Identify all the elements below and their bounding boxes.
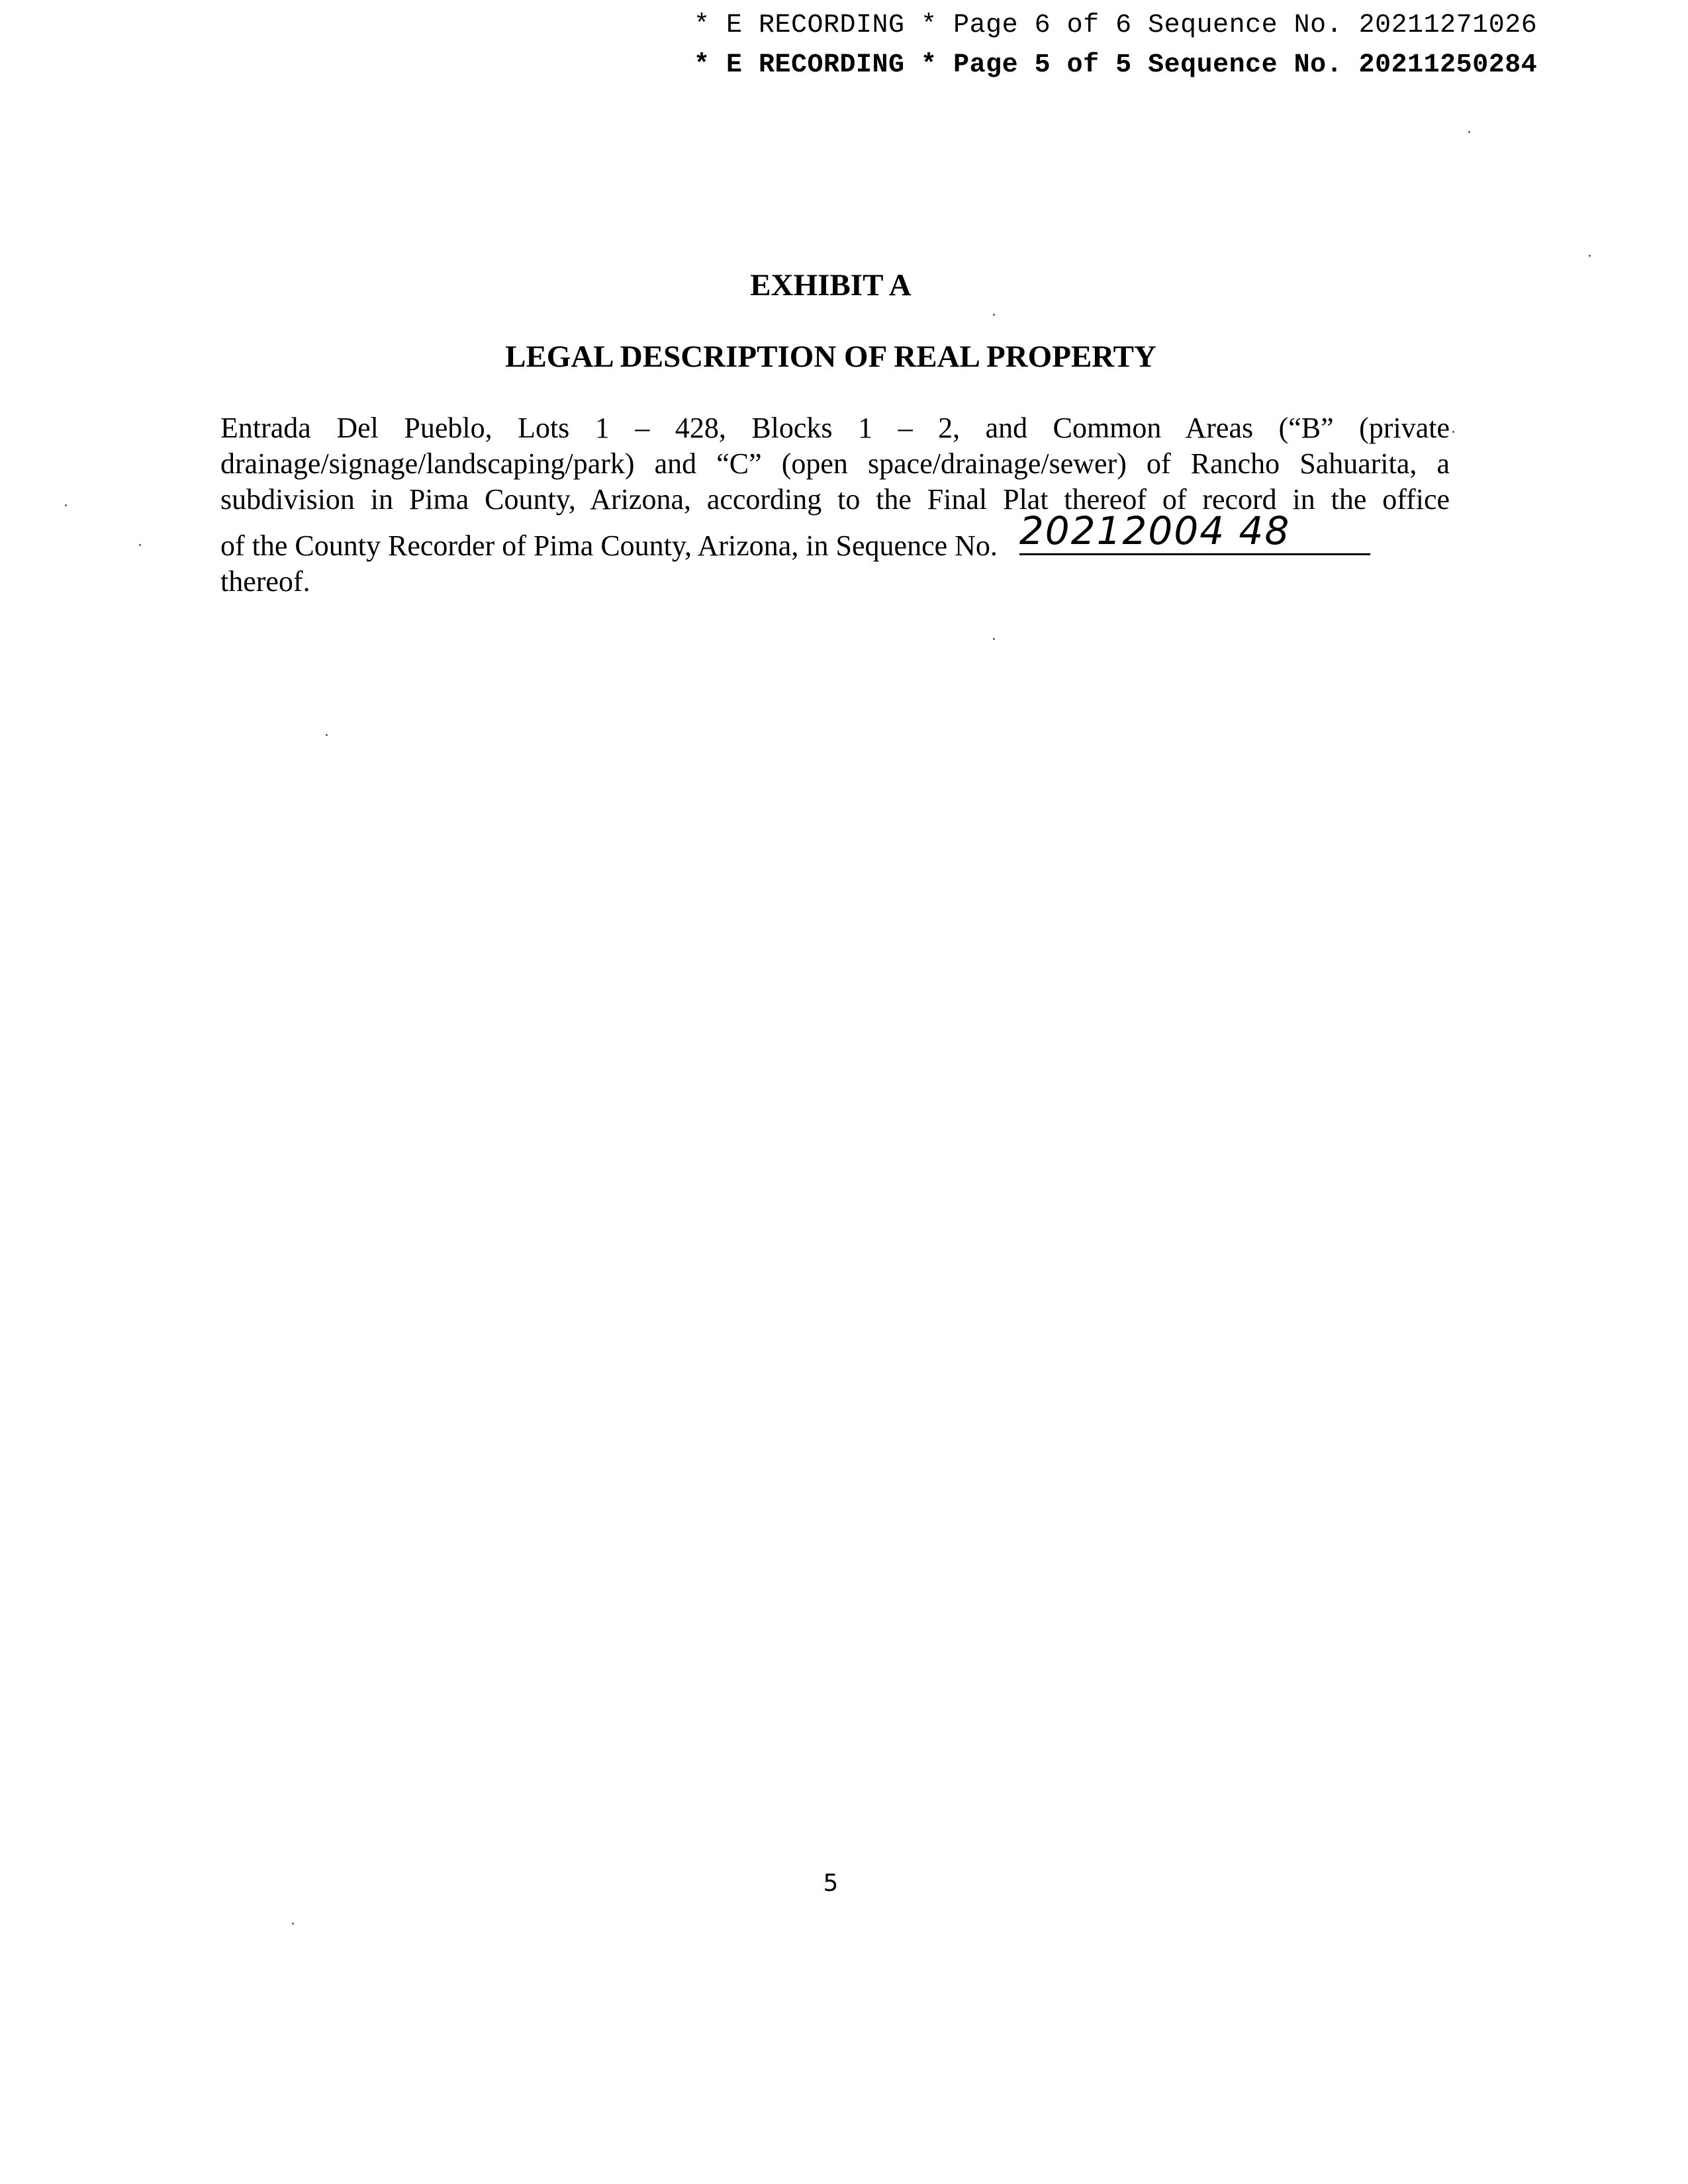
scan-speck bbox=[326, 734, 328, 736]
legal-description-line: subdivision in Pima County, Arizona, according to the Final Plat thereof of record in the office bbox=[220, 483, 1450, 516]
page-number: 5 bbox=[823, 1870, 839, 1897]
scan-speck bbox=[1468, 131, 1470, 133]
exhibit-subtitle: LEGAL DESCRIPTION OF REAL PROPERTY bbox=[505, 340, 1156, 374]
scan-speck bbox=[65, 504, 67, 506]
legal-description bbox=[220, 410, 1450, 600]
scan-speck bbox=[1589, 255, 1591, 257]
scan-speck bbox=[139, 544, 141, 546]
scan-speck bbox=[1452, 431, 1454, 433]
legal-description-line: drainage/signage/landscaping/park) and “C” (open space/drainage/sewer) of Rancho Sahuarita, a bbox=[220, 447, 1450, 480]
scan-speck bbox=[993, 314, 995, 316]
sequence-line bbox=[220, 508, 1450, 564]
legal-description-line: Entrada Del Pueblo, Lots 1 – 428, Blocks 1 – 2, and Common Areas (“B” (private bbox=[220, 412, 1450, 444]
scan-speck bbox=[993, 638, 995, 640]
legal-description-closing: thereof. bbox=[220, 565, 310, 598]
scan-speck bbox=[292, 1923, 294, 1925]
legal-description-line: of the County Recorder of Pima County, Arizona, in Sequence No. bbox=[220, 529, 998, 562]
recording-stamp-page-6: * E RECORDING * Page 6 of 6 Sequence No. 20211271026 bbox=[694, 11, 1538, 40]
exhibit-title: EXHIBIT A bbox=[750, 268, 912, 302]
recording-stamp-page-5: * E RECORDING * Page 5 of 5 Sequence No. 20211250284 bbox=[694, 50, 1538, 80]
handwritten-sequence-number: 20212004 48 bbox=[1019, 508, 1291, 553]
sequence-number-blank bbox=[1019, 508, 1370, 555]
